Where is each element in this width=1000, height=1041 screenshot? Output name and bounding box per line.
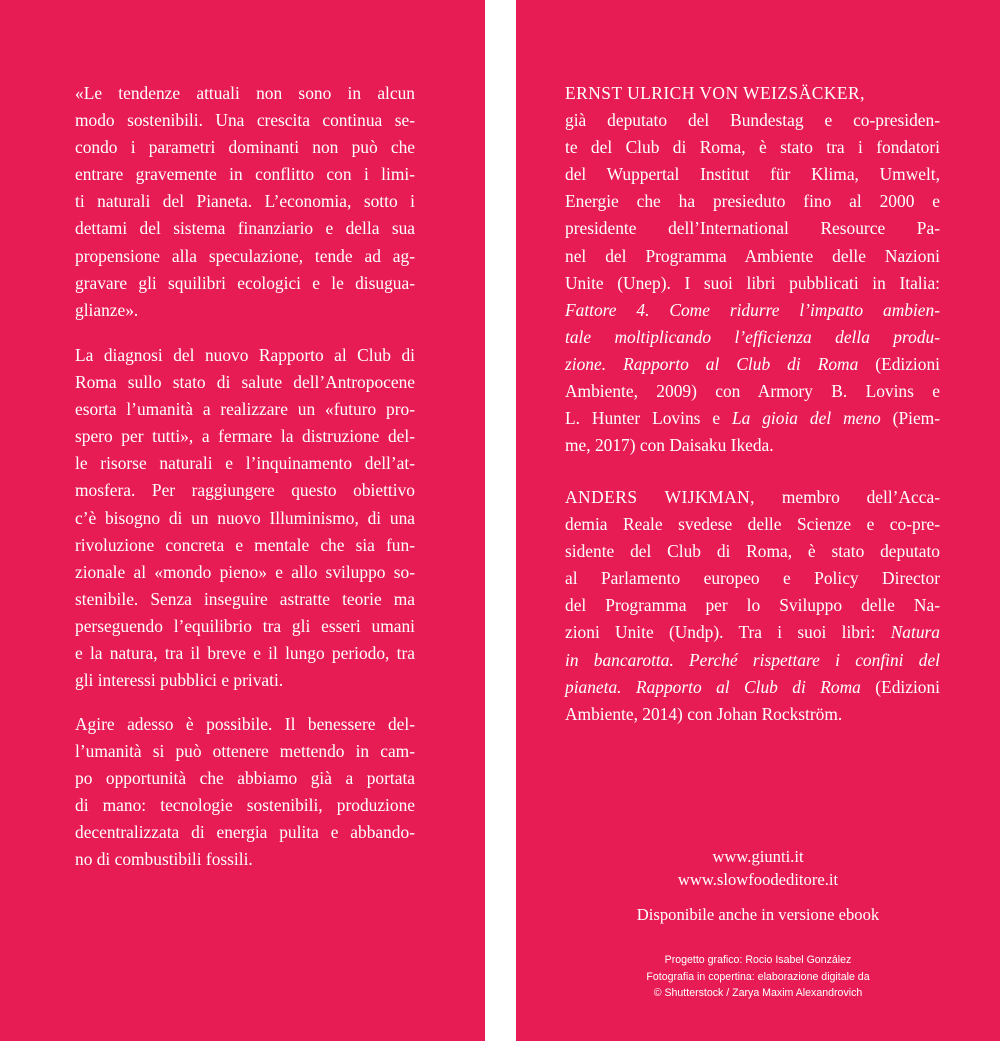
paragraph-line: no di combustibili fossili. (75, 849, 253, 870)
quote-line: modo sostenibili. Una crescita continua se- (75, 110, 415, 131)
paragraph-line: l’umanità si può ottenere mettendo in cam- (75, 741, 415, 762)
author-name: ANDERS WIJKMAN, (565, 487, 756, 507)
publisher-info: (Edizioni (860, 676, 940, 697)
credits-block (516, 952, 1000, 1002)
credit-line: © Shutterstock / Zarya Maxim Alexandrovich (653, 987, 863, 999)
quote-block (75, 80, 415, 324)
paragraph-line: rivoluzione concreta e mentale che sia fun- (75, 534, 415, 555)
paragraph-line: Agire adesso è possibile. Il benessere del- (75, 714, 415, 734)
description-paragraph-2 (75, 711, 415, 874)
description-paragraph-1 (75, 342, 415, 694)
quote-line: entrare gravemente in conflitto con i limi- (75, 164, 415, 185)
author-bio-weizsacker (565, 80, 940, 459)
bio-text: membro dell’Acca- (755, 487, 940, 507)
book-title: Natura (890, 622, 940, 643)
book-title-line: in bancarotta. Perché rispettare i confini del (565, 649, 940, 670)
publisher-info: (Edizioni (858, 353, 940, 374)
credit-line: Progetto grafico: Rocio Isabel González (664, 954, 852, 966)
bio-line: Ambiente, 2014) con Johan Rockström. (565, 703, 843, 724)
paragraph-line: gli interessi pubblici e privati. (75, 670, 284, 691)
left-flap (0, 0, 485, 1041)
ebook-note: Disponibile anche in versione ebook (636, 905, 880, 924)
quote-line: condo i parametri dominanti non può che (75, 137, 415, 158)
credit-line: Fotografia in copertina: elaborazione digitale da (646, 970, 870, 983)
paragraph-line: perseguendo l’equilibrio tra gli esseri umani (75, 615, 415, 636)
quote-line: «Le tendenze attuali non sono in alcun (75, 83, 415, 103)
paragraph-line: La diagnosi del nuovo Rapporto al Club di (75, 345, 415, 365)
paragraph-line: zionale al «mondo pieno» e allo sviluppo so- (75, 561, 415, 582)
bio-line: me, 2017) con Daisaku Ikeda. (565, 435, 774, 456)
publisher-info: (Piem- (880, 408, 940, 429)
book-title: pianeta. Rapporto al Club di Roma (565, 676, 861, 697)
bio-line (565, 351, 940, 378)
bio-line (565, 619, 940, 646)
link-slowfood: www.slowfoodeditore.it (677, 870, 839, 889)
paragraph-line: decentralizzata di energia pulita e abbando- (75, 822, 415, 843)
bio-text: zioni Unite (Undp). Tra i suoi libri: (565, 622, 891, 643)
publisher-links (516, 845, 1000, 891)
bio-line: Unite (Unep). I suoi libri pubblicati in Italia: (565, 272, 940, 293)
author-name: ERNST ULRICH VON WEIZSÄCKER, (565, 83, 865, 103)
link-giunti: www.giunti.it (712, 847, 804, 866)
bio-line: Energie che ha presieduto fino al 2000 e (565, 191, 940, 212)
bio-line (565, 484, 940, 511)
bio-line: del Wuppertal Institut für Klima, Umwelt, (565, 164, 940, 185)
bio-line: nel del Programma Ambiente delle Nazioni (565, 245, 940, 266)
paragraph-line: stenibile. Senza inseguire astratte teorie ma (75, 588, 415, 609)
bio-line: presidente dell’International Resource Pa- (565, 218, 940, 239)
coauthor-text: L. Hunter Lovins e (565, 408, 732, 429)
bio-line: Ambiente, 2009) con Armory B. Lovins e (565, 381, 940, 402)
paragraph-line: po opportunità che abbiamo già a portata (75, 768, 415, 789)
book-title-line: tale moltiplicando l’efficienza della produ- (565, 326, 940, 347)
paragraph-line: e la natura, tra il breve e il lungo periodo, tra (75, 643, 415, 664)
paragraph-line: spero per tutti», a fermare la distruzione del- (75, 426, 415, 447)
paragraph-line: le risorse naturali e l’inquinamento dell’at- (75, 453, 415, 474)
right-flap (516, 0, 1000, 1041)
paragraph-line: Roma sullo stato di salute dell’Antropocene (75, 372, 415, 393)
author-bio-wijkman (565, 484, 940, 728)
quote-line: dettami del sistema finanziario e della sua (75, 218, 415, 239)
quote-line: glianze». (75, 299, 139, 320)
bio-line: te del Club di Roma, è stato tra i fondatori (565, 137, 940, 158)
book-title-line: Fattore 4. Come ridurre l’impatto ambien- (565, 299, 940, 320)
bio-line: sidente del Club di Roma, è stato deputato (565, 541, 940, 562)
book-title: zione. Rapporto al Club di Roma (565, 353, 859, 374)
paragraph-line: esorta l’umanità a realizzare un «futuro pro- (75, 399, 415, 420)
bio-line: del Programma per lo Sviluppo delle Na- (565, 595, 940, 616)
quote-line: propensione alla speculazione, tende ad ag- (75, 245, 415, 266)
bio-line: al Parlamento europeo e Policy Director (565, 568, 940, 589)
bio-line (565, 674, 940, 701)
bio-line (565, 405, 940, 432)
book-title: La gioia del meno (731, 408, 881, 429)
bio-line: già deputato del Bundestag e co-presiden- (565, 110, 940, 131)
paragraph-line: di mano: tecnologie sostenibili, produzione (75, 795, 415, 816)
paragraph-line: c’è bisogno di un nuovo Illuminismo, di una (75, 507, 415, 528)
bio-line: demia Reale svedese delle Scienze e co-pre- (565, 514, 940, 535)
quote-line: ti naturali del Pianeta. L’economia, sotto i (75, 191, 415, 212)
quote-line: gravare gli squilibri ecologici e le disugua- (75, 272, 415, 293)
paragraph-line: mosfera. Per raggiungere questo obiettivo (75, 480, 415, 501)
